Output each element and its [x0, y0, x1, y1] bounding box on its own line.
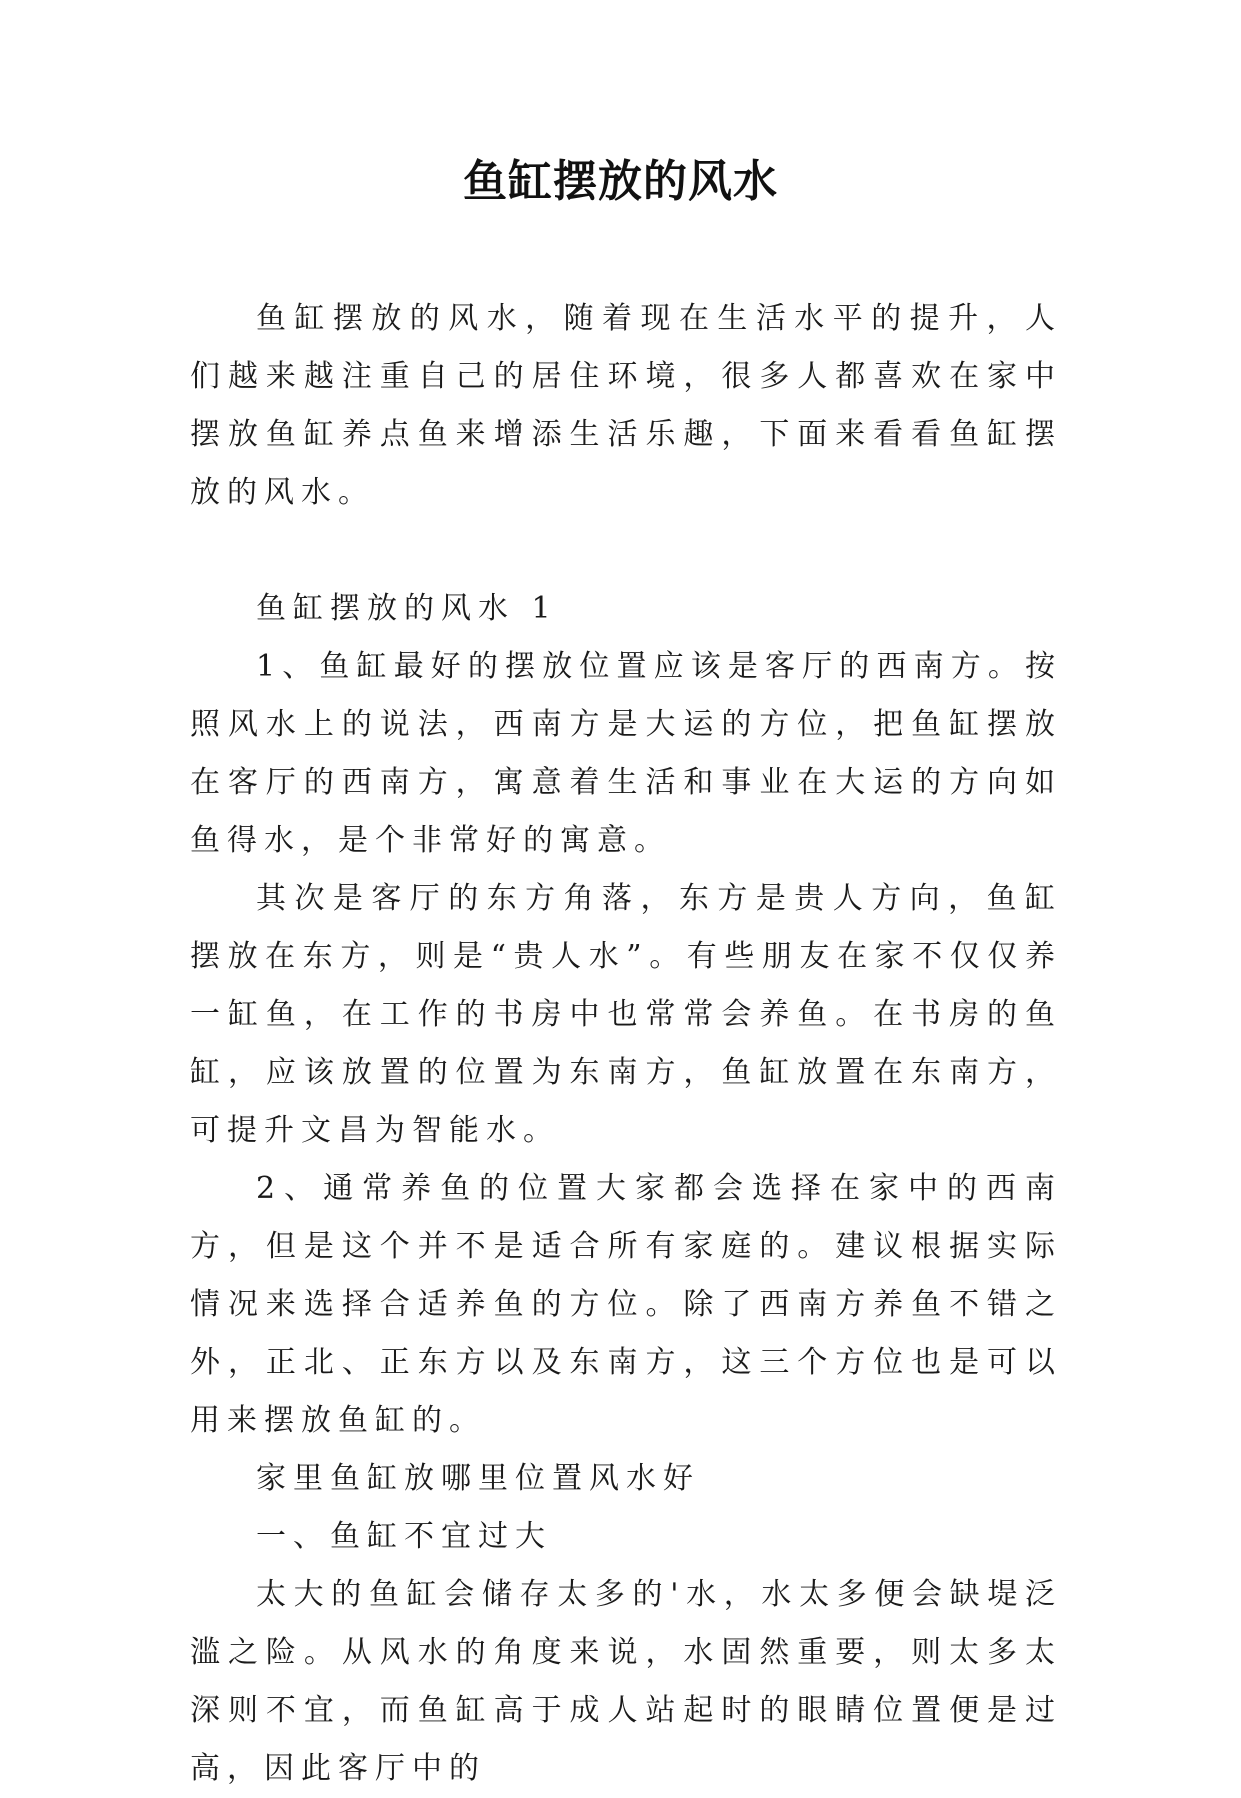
- document-body: [190, 290, 1062, 1798]
- subsection-heading: 一、鱼缸不宜过大: [256, 1519, 552, 1554]
- section-heading: 鱼缸摆放的风水 1: [256, 591, 558, 626]
- body-paragraph: 1、鱼缸最好的摆放位置应该是客厅的西南方。按照风水上的说法，西南方是大运的方位，把鱼缸摆放在客厅的西南方，寓意着生活和事业在大运的方向如鱼得水，是个非常好的寓意。: [190, 649, 1062, 858]
- section-heading: 家里鱼缸放哪里位置风水好: [256, 1461, 700, 1496]
- body-paragraph: 2、通常养鱼的位置大家都会选择在家中的西南方，但是这个并不是适合所有家庭的。建议根据实际情况来选择合适养鱼的方位。除了西南方养鱼不错之外，正北、正东方以及东南方，这三个方位也是可以用来摆放鱼缸的。: [190, 1171, 1062, 1438]
- body-paragraph: 太大的鱼缸会储存太多的'水，水太多便会缺堤泛滥之险。从风水的角度来说，水固然重要，则太多太深则不宜，而鱼缸高于成人站起时的眼睛位置便是过高，因此客厅中的: [190, 1577, 1062, 1786]
- document-title: 鱼缸摆放的风水: [463, 156, 778, 207]
- intro-paragraph: 鱼缸摆放的风水，随着现在生活水平的提升，人们越来越注重自己的居住环境，很多人都喜欢在家中摆放鱼缸养点鱼来增添生活乐趣，下面来看看鱼缸摆放的风水。: [190, 301, 1062, 510]
- body-paragraph: 其次是客厅的东方角落，东方是贵人方向，鱼缸摆放在东方，则是“贵人水”。有些朋友在家不仅仅养一缸鱼，在工作的书房中也常常会养鱼。在书房的鱼缸，应该放置的位置为东南方，鱼缸放置在东南方，可提升文昌为智能水。: [190, 881, 1062, 1148]
- paragraph-spacer: [190, 522, 1062, 580]
